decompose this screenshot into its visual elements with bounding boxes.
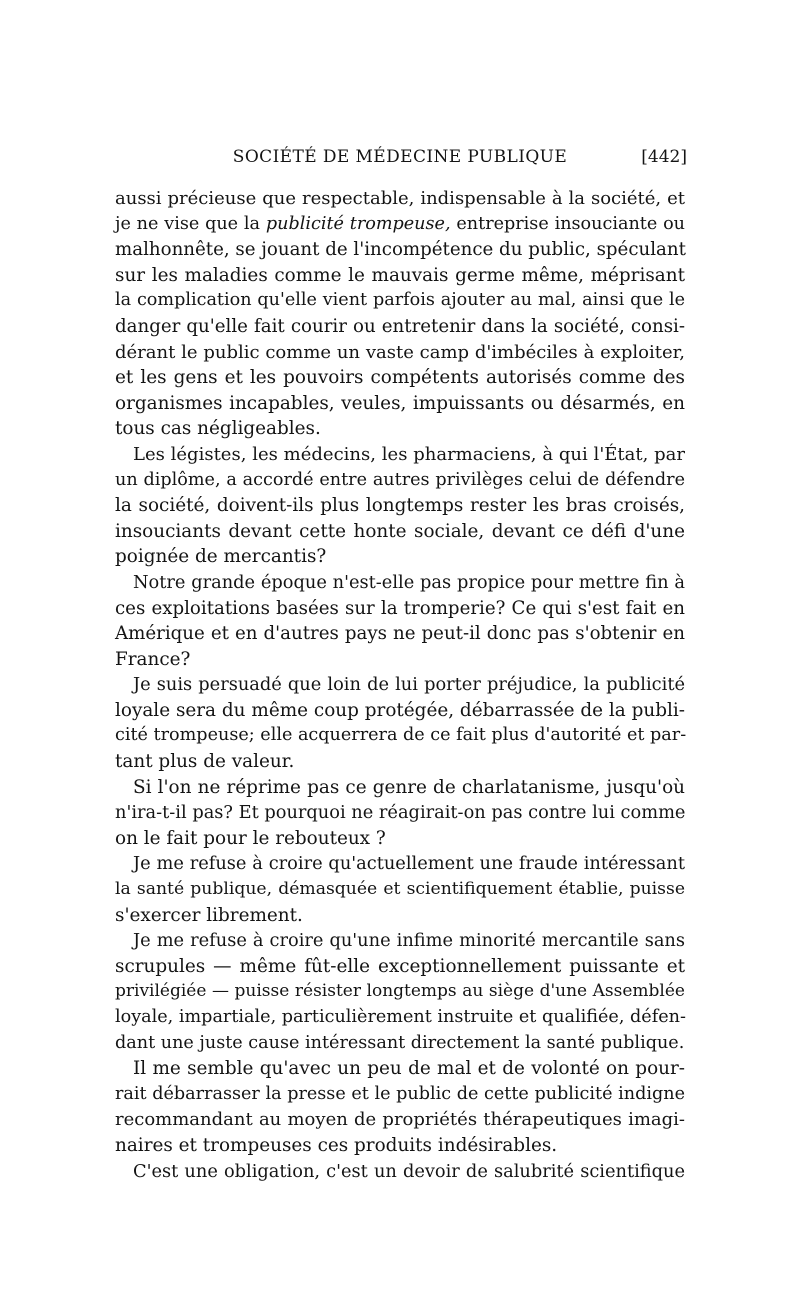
text-line [115, 212, 685, 238]
text-line: Notre grande époque n'est-elle pas propice pour mettre fin à [133, 571, 685, 593]
text-line: on le fait pour le rebouteux ? [115, 827, 386, 849]
text-line: loyale, impartiale, particulièrement instruite et qualifiée, défen- [115, 1007, 686, 1027]
text-line: naires et trompeuses ces produits indésirables. [115, 1134, 558, 1156]
body-text [115, 186, 685, 1184]
text-line: Je me refuse à croire qu'actuellement une fraude intéressant [133, 853, 685, 875]
running-header [115, 147, 685, 171]
text-line: la société, doivent-ils plus longtemps rester les bras croisés, [115, 495, 685, 517]
text-line: malhonnête, se jouant de l'incompétence du public, spéculant [115, 239, 686, 261]
text-line: Amérique et en d'autres pays ne peut-il donc pas s'obtenir en [115, 623, 685, 645]
text-line: Il me semble qu'avec un peu de mal et de volonté on pour- [133, 1058, 685, 1080]
text-line: la santé publique, démasquée et scientifiquement établie, puisse [115, 879, 685, 900]
text-line: un diplôme, a accordé entre autres privilèges celui de défendre [115, 469, 685, 490]
text-line: dant une juste cause intéressant directement la santé publique. [115, 1032, 685, 1053]
text-line: la complication qu'elle vient parfois ajouter au mal, ainsi que le [115, 290, 685, 311]
text-line: tous cas négligeables. [115, 418, 321, 440]
text-line: cité trompeuse; elle acquerrera de ce fait plus d'autorité et par- [115, 725, 687, 746]
text-line: et les gens et les pouvoirs compétents autorisés comme des [115, 367, 685, 389]
text-line: tant plus de valeur. [115, 751, 295, 773]
text-line: n'ira-t-il pas? Et pourquoi ne réagirait-on pas contre lui comme [115, 802, 686, 824]
text-line: aussi précieuse que respectable, indispensable à la société, et [115, 188, 685, 209]
text-line: s'exercer librement. [115, 904, 303, 926]
italic-phrase: publicité trompeuse, [265, 213, 451, 234]
text-line: loyale sera du même coup protégée, débarrassée de la publi- [115, 699, 685, 721]
text-line: scrupules — même fût-elle exceptionnellement puissante et [115, 955, 685, 977]
text-line: Je suis persuadé que loin de lui porter préjudice, la publicité [133, 674, 685, 696]
text-line: privilégiée — puisse résister longtemps au siège d'une Assemblée [115, 981, 685, 1002]
text-line: Les légistes, les médecins, les pharmaciens, à qui l'État, par [133, 443, 685, 465]
text-line: C'est une obligation, c'est un devoir de salubrité scientifique [133, 1160, 685, 1182]
text-line: organismes incapables, veules, impuissants ou désarmés, en [115, 392, 685, 414]
text-line: ces exploitations basées sur la tromperie? Ce qui s'est fait en [115, 597, 685, 619]
text-line: poignée de mercantis? [115, 546, 327, 568]
text-segment: entreprise insouciante ou [456, 213, 686, 234]
text-line: insouciants devant cette honte sociale, devant ce défi d'une [115, 520, 685, 542]
text-line: danger qu'elle fait courir ou entretenir dans la société, consi- [115, 315, 685, 337]
text-line: Si l'on ne réprime pas ce genre de charlatanisme, jusqu'où [133, 776, 685, 798]
text-line: recommandant au moyen de propriétés thérapeutiques imagi- [115, 1109, 685, 1131]
text-line: sur les maladies comme le mauvais germe même, méprisant [115, 264, 685, 286]
text-line: Je me refuse à croire qu'une infime minorité mercantile sans [133, 930, 685, 952]
text-line: France? [115, 648, 191, 670]
running-header-title: SOCIÉTÉ DE MÉDECINE PUBLIQUE [232, 147, 568, 167]
text-line: rait débarrasser la presse et le public de cette publicité indigne [115, 1083, 685, 1104]
page-number: [442] [641, 147, 687, 167]
text-segment: je ne vise que la [115, 213, 261, 234]
text-line: dérant le public comme un vaste camp d'imbéciles à exploiter, [115, 341, 685, 363]
